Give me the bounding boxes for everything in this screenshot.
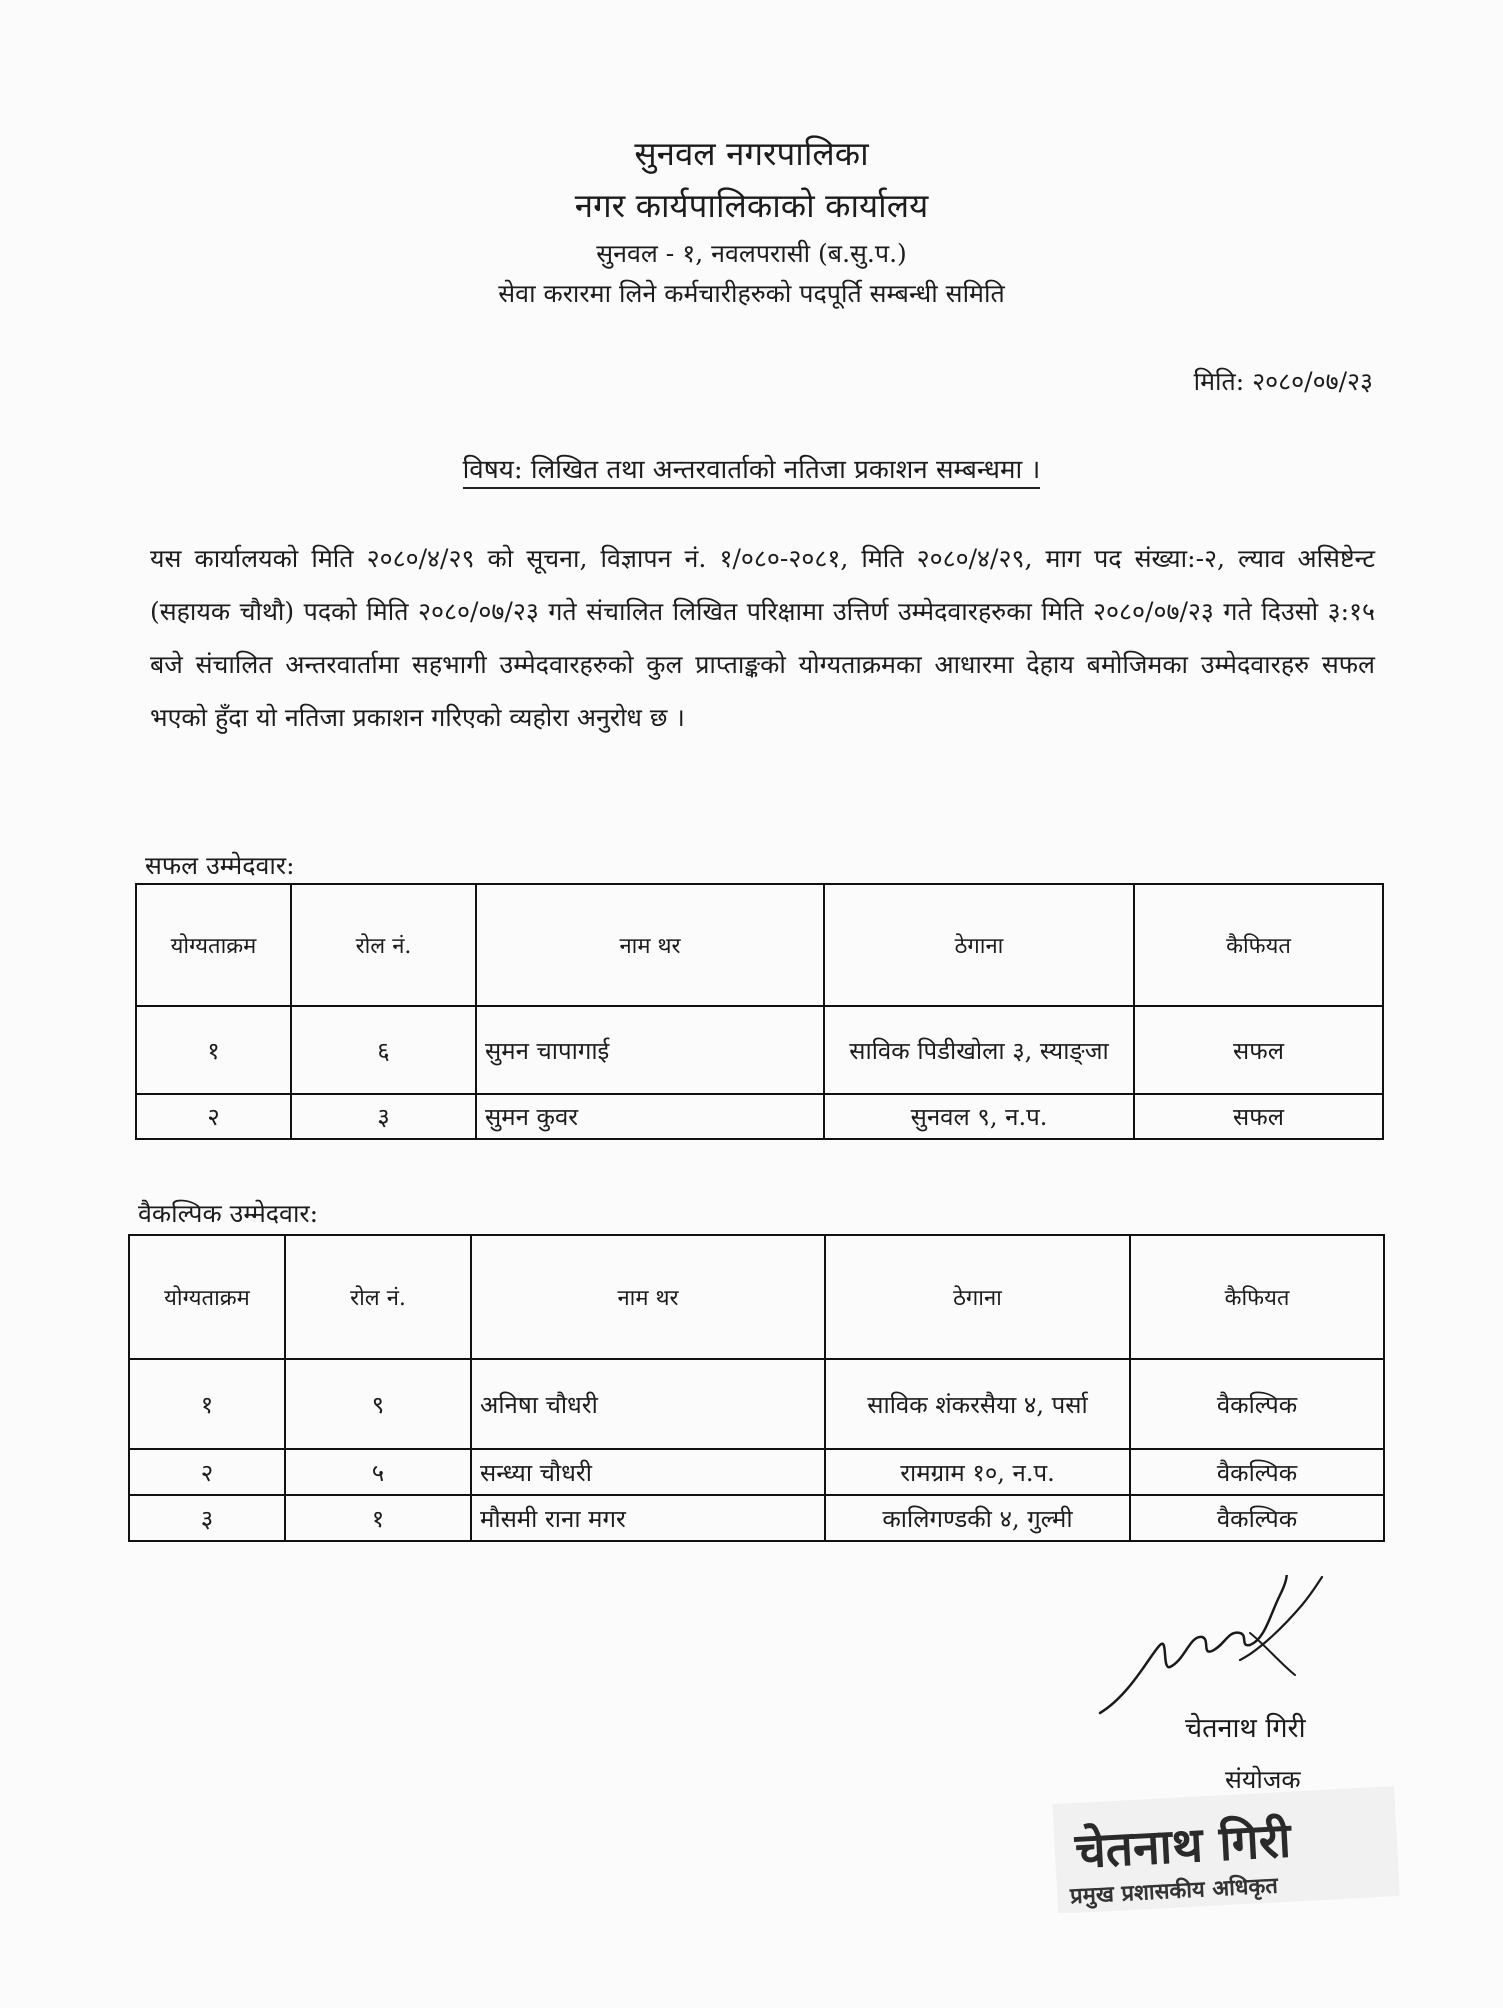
col-header-address: ठेगाना xyxy=(825,1235,1130,1359)
cell-remarks: वैकल्पिक xyxy=(1130,1449,1384,1495)
table-row xyxy=(129,1495,1384,1541)
cell-roll: ३ xyxy=(291,1094,476,1139)
col-header-remarks: कैफियत xyxy=(1130,1235,1384,1359)
cell-rank: १ xyxy=(129,1359,285,1449)
alternate-candidates-title: वैकल्पिक उम्मेदवार: xyxy=(138,1199,319,1228)
cell-address: सुनवल ९, न.प. xyxy=(824,1094,1134,1139)
table-row xyxy=(136,1094,1383,1139)
col-header-name: नाम थर xyxy=(471,1235,825,1359)
signatory-role: संयोजक xyxy=(1225,1765,1301,1794)
cell-rank: १ xyxy=(136,1006,291,1094)
cell-remarks: सफल xyxy=(1134,1094,1383,1139)
stamp-name: चेतनाथ गिरी xyxy=(1073,1812,1293,1880)
cell-rank: २ xyxy=(136,1094,291,1139)
cell-rank: ३ xyxy=(129,1495,285,1541)
committee-name: सेवा करारमा लिने कर्मचारीहरुको पदपूर्ति सम्बन्धी समिति xyxy=(498,279,1005,308)
col-header-rank: योग्यताक्रम xyxy=(129,1235,285,1359)
office-address: सुनवल - १, नवलपरासी (ब.सु.प.) xyxy=(596,239,907,268)
municipality-name: सुनवल नगरपालिका xyxy=(634,134,869,173)
successful-candidates-table xyxy=(135,883,1384,1140)
notice-body: यस कार्यालयको मिति २०८०/४/२९ को सूचना, विज्ञापन नं. १/०८०-२०८१, मिति २०८०/४/२९, माग पद संख्या:-२, ल्याव असिष्टेन्ट (सहायक चौथौ) पदको मिति २०८०/०७/२३ गते संचालित लिखित परिक्षामा उत्तिर्ण उम्मेदवारहरुका मिति २०८०/०७/२३ गते दिउसो ३:१५ बजे संचालित अन्तरवार्तामा सहभागी उम्मेदवारहरुको कुल प्राप्ताङ्कको योग्यताक्रमका आधारमा देहाय बमोजिमका उम्मेदवारहरु सफल भएको हुँदा यो नतिजा प्रकाशन गरिएको व्यहोरा अनुरोध छ । xyxy=(150,544,1375,732)
col-header-address: ठेगाना xyxy=(824,884,1134,1006)
table-header-row xyxy=(136,884,1383,1006)
stamp-designation: प्रमुख प्रशासकीय अधिकृत xyxy=(1069,1873,1279,1910)
cell-address: कालिगण्डकी ४, गुल्मी xyxy=(825,1495,1130,1541)
alternate-candidates-table xyxy=(128,1234,1385,1542)
office-name: नगर कार्यपालिकाको कार्यालय xyxy=(574,186,929,225)
cell-roll: ५ xyxy=(285,1449,471,1495)
cell-roll: ९ xyxy=(285,1359,471,1449)
cell-address: साविक शंकरसैया ४, पर्सा xyxy=(825,1359,1130,1449)
cell-roll: १ xyxy=(285,1495,471,1541)
cell-address: रामग्राम १०, न.प. xyxy=(825,1449,1130,1495)
table-header-row xyxy=(129,1235,1384,1359)
cell-name: मौसमी राना मगर xyxy=(471,1495,825,1541)
col-header-name: नाम थर xyxy=(476,884,824,1006)
table-row xyxy=(136,1006,1383,1094)
col-header-remarks: कैफियत xyxy=(1134,884,1383,1006)
cell-name: अनिषा चौधरी xyxy=(471,1359,825,1449)
table-row xyxy=(129,1449,1384,1495)
table-row xyxy=(129,1359,1384,1449)
cell-address: साविक पिडीखोला ३, स्याङ्जा xyxy=(824,1006,1134,1094)
cell-name: सन्ध्या चौधरी xyxy=(471,1449,825,1495)
cell-name: सुमन कुवर xyxy=(476,1094,824,1139)
subject-text: विषय: लिखित तथा अन्तरवार्ताको नतिजा प्रकाशन सम्बन्धमा । xyxy=(463,455,1041,489)
cell-remarks: सफल xyxy=(1134,1006,1383,1094)
signature-scribble-icon xyxy=(1090,1575,1330,1725)
cell-roll: ६ xyxy=(291,1006,476,1094)
cell-remarks: वैकल्पिक xyxy=(1130,1359,1384,1449)
subject-heading xyxy=(0,450,1503,486)
cell-remarks: वैकल्पिक xyxy=(1130,1495,1384,1541)
signatory-name: चेतनाथ गिरी xyxy=(1185,1713,1306,1744)
col-header-roll: रोल नं. xyxy=(291,884,476,1006)
cell-name: सुमन चापागाई xyxy=(476,1006,824,1094)
col-header-rank: योग्यताक्रम xyxy=(136,884,291,1006)
col-header-roll: रोल नं. xyxy=(285,1235,471,1359)
notice-date: मिति: २०८०/०७/२३ xyxy=(1193,367,1373,396)
cell-rank: २ xyxy=(129,1449,285,1495)
successful-candidates-title: सफल उम्मेदवार: xyxy=(145,851,295,880)
